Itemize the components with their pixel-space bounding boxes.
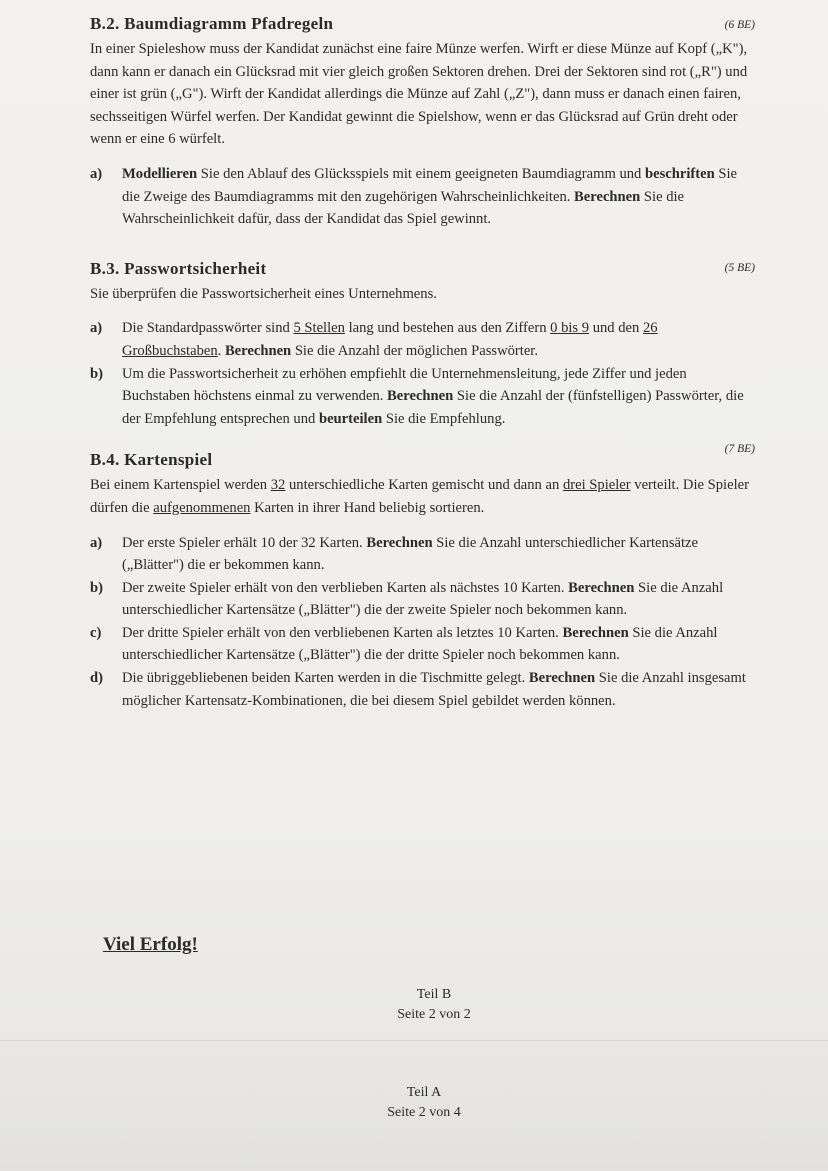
task-label: b) bbox=[90, 579, 103, 596]
task-b4-d bbox=[90, 667, 755, 712]
footer-page-number: Seite 2 von 2 bbox=[397, 1007, 471, 1022]
footer-part-label: Teil A bbox=[406, 1085, 442, 1100]
underlined-text: 32 bbox=[270, 477, 286, 494]
task-text-part: Sie die Empfehlung. bbox=[382, 410, 506, 427]
section-b3-title: B.3. Passwortsicherheit bbox=[90, 258, 267, 278]
task-text-part: Der zweite Spieler erhält von den verblieben Karten als nächstes 10 Karten. bbox=[122, 579, 569, 596]
task-text-part: Die übriggebliebenen beiden Karten werden in die Tischmitte gelegt. bbox=[122, 670, 529, 687]
task-text-part: Sie die Zweige des Baumdiagramms mit den zugehörigen Wahrscheinlichkeiten. bbox=[122, 165, 737, 205]
section-b2 bbox=[90, 12, 755, 231]
task-text-part: Sie die Anzahl insgesamt möglicher Kartensatz-Kombinationen, die bei diesem Spiel gebildet werden können. bbox=[122, 670, 746, 709]
underlined-text: 5 Stellen bbox=[293, 320, 345, 337]
task-text-part: Um die Passwortsicherheit zu erhöhen empfiehlt die Unternehmensleitung, jede Ziffer und jeden Buchstaben höchstens einmal zu verwenden. bbox=[122, 365, 687, 405]
task-text bbox=[122, 532, 755, 577]
section-b3-points: (5 BE) bbox=[724, 261, 755, 274]
task-text-part: . bbox=[217, 342, 225, 359]
operator-word: Berechnen bbox=[528, 670, 596, 687]
task-label: c) bbox=[90, 624, 102, 641]
task-label: a) bbox=[90, 320, 103, 337]
section-b2-title: B.2. Baumdiagramm Pfadregeln bbox=[90, 14, 334, 33]
operator-word: Berechnen bbox=[574, 188, 641, 205]
task-text bbox=[122, 667, 755, 712]
operator-word: Berechnen bbox=[224, 342, 292, 359]
intro-text-part: Karten in ihrer Hand beliebig sortieren. bbox=[250, 499, 485, 516]
task-text bbox=[122, 363, 755, 431]
task-b4-c bbox=[90, 622, 755, 667]
section-b2-points: (6 BE) bbox=[724, 19, 755, 31]
task-label: d) bbox=[90, 670, 103, 687]
operator-word: beurteilen bbox=[318, 410, 383, 427]
task-text-part: lang und bestehen aus den Ziffern bbox=[344, 320, 551, 337]
section-b4-title: B.4. Kartenspiel bbox=[90, 450, 213, 470]
task-b3-b bbox=[90, 363, 755, 431]
section-b3 bbox=[90, 257, 755, 431]
underlined-text: drei Spieler bbox=[562, 477, 631, 494]
intro-text-part: unterschiedliche Karten gemischt und dann an bbox=[285, 477, 563, 494]
task-b3-a bbox=[90, 317, 755, 362]
intro-text-part: verteilt. Die Spieler dürfen die bbox=[90, 477, 749, 516]
intro-text-part: Bei einem Kartenspiel werden bbox=[90, 477, 271, 494]
operator-word: Berechnen bbox=[568, 579, 635, 596]
operator-word: Berechnen bbox=[387, 388, 454, 405]
task-text-part: Sie die Wahrscheinlichkeit dafür, dass der Kandidat das Spiel gewinnt. bbox=[122, 188, 685, 228]
section-b4 bbox=[90, 443, 755, 712]
underlined-text: 0 bis 9 bbox=[550, 320, 590, 337]
task-text-part: Der dritte Spieler erhält von den verbliebenen Karten als letztes 10 Karten. bbox=[122, 624, 563, 641]
task-text-part: Sie die Anzahl der (fünfstelligen) Passwörter, die der Empfehlung entsprechen und bbox=[122, 388, 744, 427]
task-b4-b bbox=[90, 577, 755, 622]
section-b4-points: (7 BE) bbox=[724, 443, 755, 456]
section-b2-intro: In einer Spieleshow muss der Kandidat zunächst eine faire Münze werfen. Wirft er diese Münze auf Kopf („K"), dann kann er danach ein Glücksrad mit vier gleich großen Sektoren drehen. Drei der Sektoren sind rot („R") und einer ist grün („G"). Wirft der Kandidat allerdings die Münze auf Zahl („Z"), dann muss er danach einen fairen, sechsseitigen Würfel werfen. Der Kandidat gewinnt die Spielshow, wenn er das Glücksrad auf Grün dreht oder wenn er eine 6 würfelt. bbox=[90, 41, 748, 148]
underlined-text: 26 Großbuchstaben bbox=[122, 320, 658, 359]
task-label: a) bbox=[90, 165, 103, 182]
task-b4-a bbox=[90, 532, 755, 577]
closing-text: Viel Erfolg! bbox=[103, 934, 198, 955]
footer-part-label: Teil B bbox=[416, 987, 452, 1002]
task-text-part: und den bbox=[589, 320, 643, 337]
task-text bbox=[122, 163, 755, 231]
operator-word: Modellieren bbox=[122, 165, 198, 182]
operator-word: beschriften bbox=[644, 165, 715, 182]
page-content bbox=[90, 12, 755, 712]
task-text bbox=[122, 317, 755, 362]
operator-word: Berechnen bbox=[366, 534, 433, 551]
task-text bbox=[122, 577, 755, 622]
task-b2-a bbox=[90, 163, 755, 231]
task-label: b) bbox=[90, 365, 103, 382]
task-text-part: Sie die Anzahl der möglichen Passwörter. bbox=[291, 342, 538, 359]
task-text-part: Sie die Anzahl unterschiedlicher Kartensätze („Blätter") die der zweite Spieler noch bekommen kann. bbox=[122, 579, 724, 619]
section-b3-intro: Sie überprüfen die Passwortsicherheit eines Unternehmens. bbox=[90, 285, 437, 302]
footer-part-b bbox=[20, 985, 828, 1025]
task-text-part: Sie die Anzahl unterschiedlicher Kartensätze („Blätter") die der dritte Spieler noch bekommen kann. bbox=[122, 624, 718, 664]
task-text-part: Sie den Ablauf des Glücksspiels mit einem geeigneten Baumdiagramm und bbox=[197, 165, 645, 182]
task-text-part: Der erste Spieler erhält 10 der 32 Karten. bbox=[122, 534, 367, 551]
footer-part-a bbox=[10, 1083, 828, 1123]
task-label: a) bbox=[90, 534, 103, 551]
task-text bbox=[122, 622, 755, 667]
task-text-part: Sie die Anzahl unterschiedlicher Kartensätze („Blätter") die er bekommen kann. bbox=[122, 534, 698, 574]
underlined-text: aufgenommenen bbox=[153, 499, 251, 516]
footer-page-number: Seite 2 von 4 bbox=[387, 1105, 461, 1120]
task-text-part: Die Standardpasswörter sind bbox=[122, 320, 294, 337]
operator-word: Berechnen bbox=[562, 624, 629, 641]
section-b4-intro bbox=[90, 474, 755, 519]
